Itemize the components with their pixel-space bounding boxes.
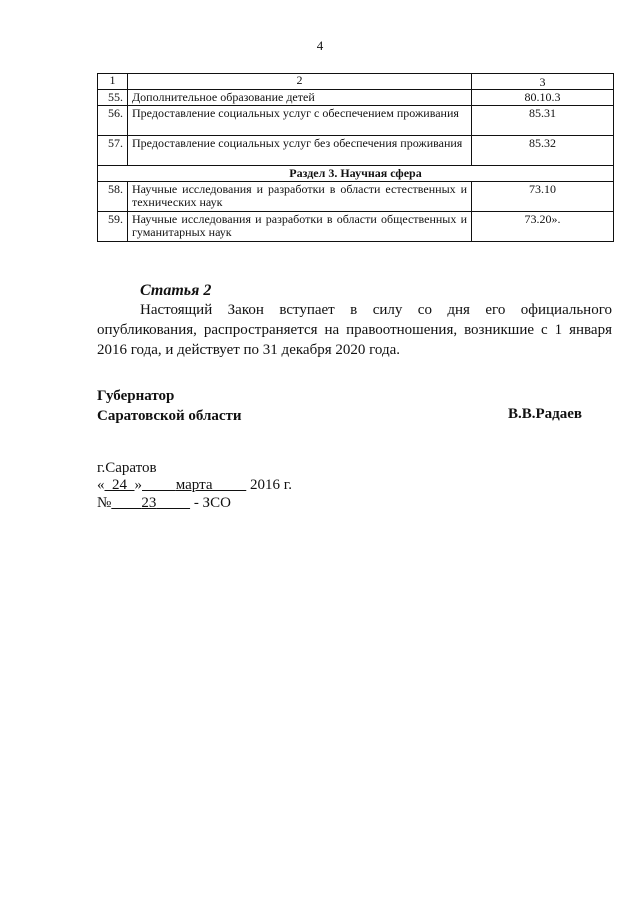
row-code: 85.31 xyxy=(472,106,614,136)
row-name: Научные исследования и разработки в области естественных и технических наук xyxy=(128,182,472,212)
table-row xyxy=(98,90,614,106)
date-close-quote: » xyxy=(134,477,142,493)
table-row xyxy=(98,182,614,212)
section-title: Раздел 3. Научная сфера xyxy=(98,166,614,182)
date-year: 2016 г. xyxy=(250,477,292,493)
header-col-3: 3 xyxy=(472,74,614,90)
signatory-position-line-1: Губернатор xyxy=(97,388,175,404)
date-open-quote: « xyxy=(97,477,105,493)
date-day: 24 xyxy=(112,477,127,493)
row-name: Дополнительное образование детей xyxy=(128,90,472,106)
place-of-signing: г.Саратов xyxy=(97,460,157,476)
row-code: 73.20». xyxy=(472,212,614,242)
table-row xyxy=(98,106,614,136)
date-month: марта xyxy=(175,477,213,493)
row-number: 55. xyxy=(98,90,128,106)
number-suffix: - ЗСО xyxy=(193,495,231,511)
row-code: 73.10 xyxy=(472,182,614,212)
row-number: 59. xyxy=(98,212,128,242)
activity-codes-table xyxy=(97,73,614,242)
row-code: 85.32 xyxy=(472,136,614,166)
header-col-1: 1 xyxy=(98,74,128,90)
law-number xyxy=(97,495,231,512)
header-col-2: 2 xyxy=(128,74,472,90)
number-value: 23 xyxy=(141,495,157,511)
row-name: Предоставление социальных услуг с обеспечением проживания xyxy=(128,106,472,136)
table-row xyxy=(98,136,614,166)
article-title: Статья 2 xyxy=(140,282,212,299)
row-code: 80.10.3 xyxy=(472,90,614,106)
signatory-position-line-2: Саратовской области xyxy=(97,408,242,424)
table-header-row xyxy=(98,74,614,90)
article-text: Настоящий Закон вступает в силу со дня его официального опубликования, распространяется на правоотношения, возникшие с 1 января 2016 года, и действует по 31 декабря 2020 года. xyxy=(97,302,612,358)
signatory-position xyxy=(97,386,242,426)
row-number: 58. xyxy=(98,182,128,212)
signatory-name: В.В.Радаев xyxy=(508,406,583,422)
number-label: № xyxy=(97,495,112,511)
page-number: 4 xyxy=(316,38,324,53)
table-row xyxy=(98,212,614,242)
row-name: Предоставление социальных услуг без обеспечения проживания xyxy=(128,136,472,166)
signing-date xyxy=(97,477,292,494)
row-number: 56. xyxy=(98,106,128,136)
row-number: 57. xyxy=(98,136,128,166)
row-name: Научные исследования и разработки в области общественных и гуманитарных наук xyxy=(128,212,472,242)
table-section-row xyxy=(98,166,614,182)
